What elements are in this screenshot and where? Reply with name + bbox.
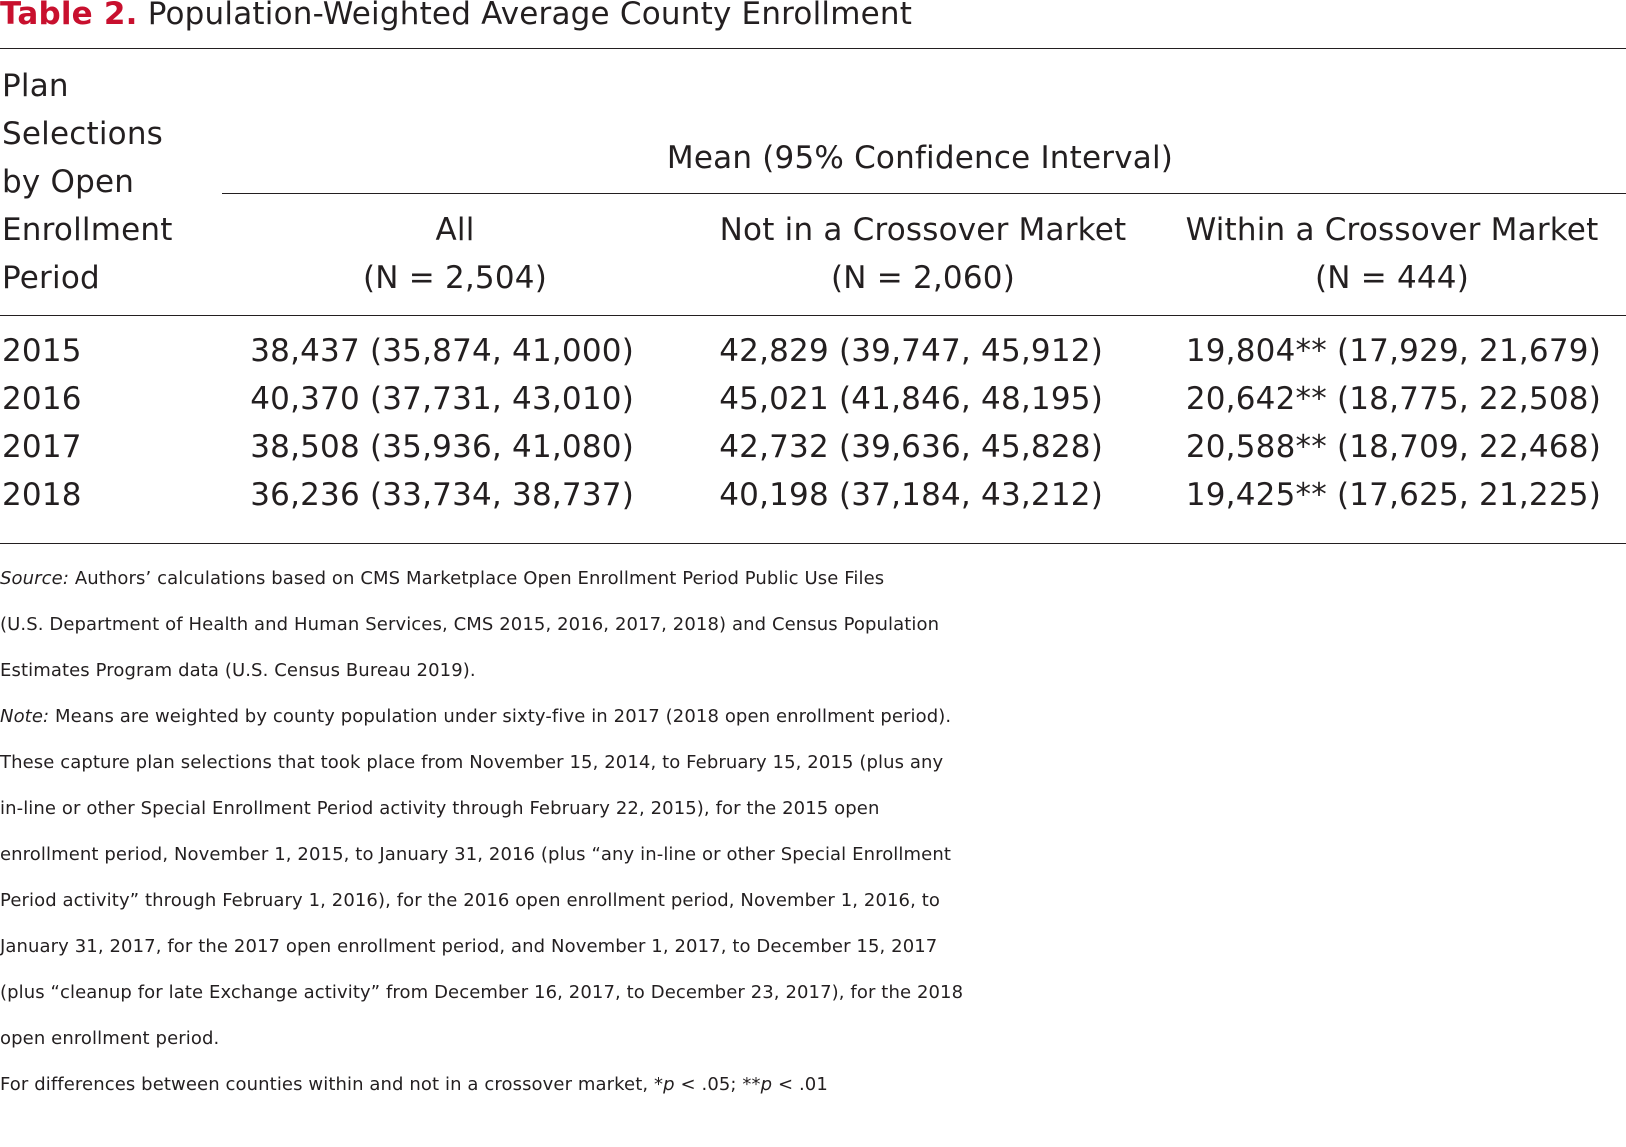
- row-header-line: Period: [2, 260, 100, 296]
- note-line: open enrollment period.: [0, 1028, 220, 1049]
- row-header-line: by Open: [2, 164, 135, 200]
- table-notes: [0, 556, 1626, 1108]
- row-header-line: Plan: [2, 68, 69, 104]
- note-line: enrollment period, November 1, 2015, to January 31, 2016 (plus “any in-line or other Special Enrollment: [0, 844, 951, 865]
- cell-all: 38,437 (35,874, 41,000): [250, 333, 634, 369]
- cell-not-crossover: 40,198 (37,184, 43,212): [719, 477, 1103, 513]
- cell-not-crossover: 42,829 (39,747, 45,912): [719, 333, 1103, 369]
- source-line: Estimates Program data (U.S. Census Bureau 2019).: [0, 660, 476, 681]
- spanner-rule: [222, 193, 1626, 194]
- column-header-within-crossover-n: (N = 444): [1314, 260, 1470, 296]
- method-note: [0, 694, 1626, 1062]
- note-line: (plus “cleanup for late Exchange activity” from December 16, 2017, to December 23, 2017), for the 2018: [0, 982, 964, 1003]
- column-header-all: All: [435, 212, 475, 248]
- cell-within-crossover: 20,642** (18,775, 22,508): [1185, 381, 1601, 417]
- table-title: Population-Weighted Average County Enrollment: [147, 0, 913, 32]
- header-rule: [0, 315, 1626, 316]
- column-header-not-crossover-n: (N = 2,060): [830, 260, 1015, 296]
- top-rule: [0, 48, 1626, 49]
- note-line: Note: Means are weighted by county population under sixty-five in 2017 (2018 open enrollment period).: [0, 706, 952, 727]
- cell-all: 40,370 (37,731, 43,010): [250, 381, 634, 417]
- cell-within-crossover: 19,804** (17,929, 21,679): [1185, 333, 1601, 369]
- note-line: in-line or other Special Enrollment Period activity through February 22, 2015), for the 2015 open: [0, 798, 880, 819]
- cell-not-crossover: 42,732 (39,636, 45,828): [719, 429, 1103, 465]
- row-year: 2018: [2, 477, 82, 513]
- source-note: [0, 556, 1626, 694]
- column-header-all-n: (N = 2,504): [362, 260, 547, 296]
- source-line: Source: Authors’ calculations based on CMS Marketplace Open Enrollment Period Public Use Files: [0, 568, 885, 589]
- cell-within-crossover: 19,425** (17,625, 21,225): [1185, 477, 1601, 513]
- table-caption: [0, 0, 912, 32]
- row-year: 2016: [2, 381, 82, 417]
- row-year: 2017: [2, 429, 82, 465]
- note-label: Note:: [0, 706, 50, 727]
- row-header-line: Selections: [2, 116, 164, 152]
- cell-within-crossover: 20,588** (18,709, 22,468): [1185, 429, 1601, 465]
- spanner-header: Mean (95% Confidence Interval): [666, 140, 1174, 176]
- note-line: These capture plan selections that took place from November 15, 2014, to February 15, 2015 (plus any: [0, 752, 944, 773]
- bottom-rule: [0, 543, 1626, 544]
- table-number: Table 2.: [0, 0, 138, 32]
- cell-all: 38,508 (35,936, 41,080): [250, 429, 634, 465]
- row-header-line: Enrollment: [2, 212, 173, 248]
- cell-all: 36,236 (33,734, 38,737): [250, 477, 634, 513]
- source-line: (U.S. Department of Health and Human Services, CMS 2015, 2016, 2017, 2018) and Census Population: [0, 614, 940, 635]
- column-header-not-crossover: Not in a Crossover Market: [719, 212, 1127, 248]
- cell-not-crossover: 45,021 (41,846, 48,195): [719, 381, 1103, 417]
- note-line: Period activity” through February 1, 2016), for the 2016 open enrollment period, November 1, 2016, to: [0, 890, 941, 911]
- significance-note: For differences between counties within and not in a crossover market, *p < .05; **p < .01: [0, 1074, 828, 1095]
- source-label: Source:: [0, 568, 69, 589]
- row-year: 2015: [2, 333, 82, 369]
- column-header-within-crossover: Within a Crossover Market: [1185, 212, 1599, 248]
- note-line: January 31, 2017, for the 2017 open enrollment period, and November 1, 2017, to December 15, 2017: [0, 936, 938, 957]
